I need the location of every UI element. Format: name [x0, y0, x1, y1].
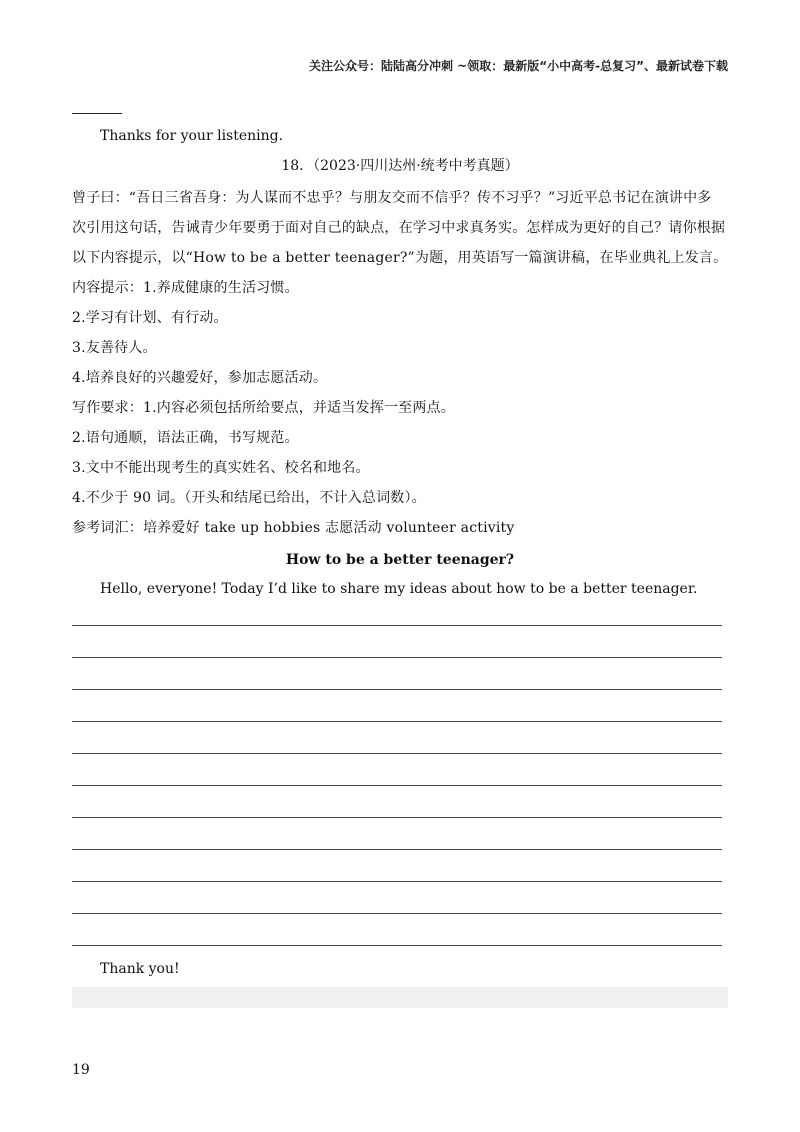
writing-line[interactable]	[72, 753, 722, 754]
writing-line[interactable]	[72, 689, 722, 690]
answer-blank-rule	[72, 113, 122, 114]
writing-line[interactable]	[72, 881, 722, 882]
content-hint-line: 内容提示：1.养成健康的生活习惯。	[72, 280, 299, 296]
content-hint-line: 4.培养良好的兴趣爱好，参加志愿活动。	[72, 370, 328, 386]
writing-requirement-line: 3.文中不能出现考生的真实姓名、校名和地名。	[72, 460, 370, 476]
question-prompt	[72, 183, 728, 543]
content-hint-line: 3.友善待人。	[72, 340, 157, 356]
writing-line[interactable]	[72, 721, 722, 722]
writing-requirement-line: 4.不少于 90 词。（开头和结尾已给出，不计入总词数）。	[72, 490, 426, 506]
writing-line[interactable]	[72, 625, 722, 626]
essay-opening: Hello, everyone! Today I’d like to share my ideas about how to be a better teenager.	[100, 581, 698, 597]
writing-line[interactable]	[72, 945, 722, 946]
previous-closing-line: Thanks for your listening.	[100, 128, 284, 144]
writing-requirement-line: 2.语句通顺，语法正确，书写规范。	[72, 430, 299, 446]
writing-line[interactable]	[72, 817, 722, 818]
page-number: 19	[72, 1062, 90, 1078]
writing-line[interactable]	[72, 657, 722, 658]
question-heading: 18．（2023·四川达州·统考中考真题）	[281, 158, 519, 174]
writing-line[interactable]	[72, 849, 722, 850]
essay-closing: Thank you!	[100, 961, 180, 977]
reference-vocabulary-line: 参考词汇：培养爱好 take up hobbies 志愿活动 volunteer activity	[72, 520, 515, 536]
prompt-line: 以下内容提示，以“How to be a better teenager?”为题，用英语写一篇演讲稿，在毕业典礼上发言。	[72, 250, 728, 266]
writing-requirement-line: 写作要求：1.内容必须包括所给要点，并适当发挥一至两点。	[72, 400, 455, 416]
prompt-line: 次引用这句话，告诫青少年要勇于面对自己的缺点，在学习中求真务实。怎样成为更好的自己？请你根据	[72, 220, 726, 236]
writing-line[interactable]	[72, 913, 722, 914]
content-hint-line: 2.学习有计划、有行动。	[72, 310, 228, 326]
prompt-line: 曾子曰：“吾日三省吾身：为人谋而不忠乎？与朋友交而不信乎？传不习乎？”习近平总书记在演讲中多	[72, 190, 712, 206]
essay-title: How to be a better teenager?	[285, 552, 515, 568]
page-header-notice: 关注公众号：陆陆高分冲刺 ~领取：最新版“小中高考-总复习”、最新试卷下载	[309, 59, 728, 73]
footer-shaded-bar	[72, 987, 728, 1008]
writing-line[interactable]	[72, 785, 722, 786]
